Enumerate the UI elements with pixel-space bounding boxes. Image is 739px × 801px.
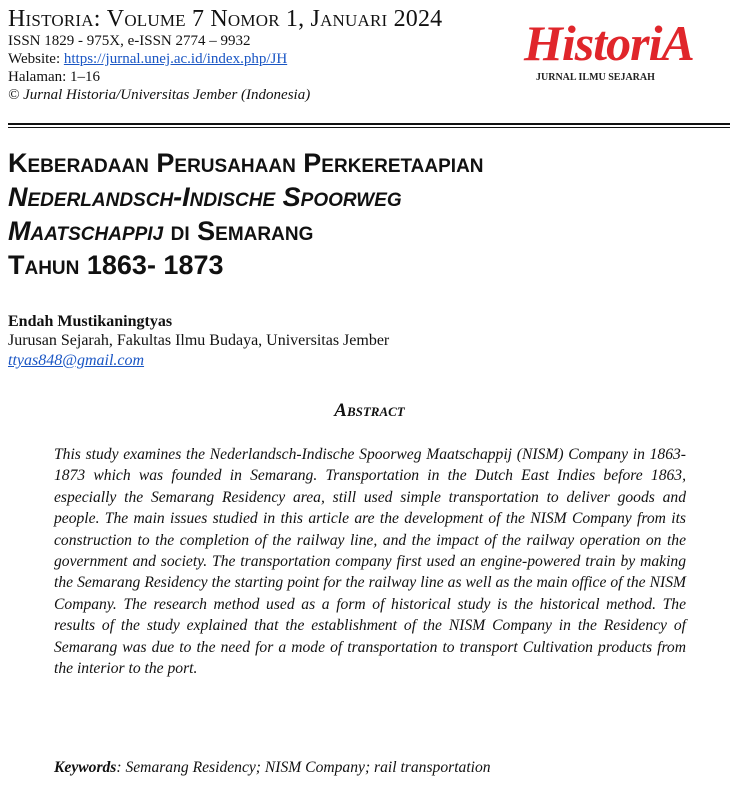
keywords <box>54 758 694 778</box>
header-rule-thick <box>8 123 730 125</box>
website-line: Website: https://jurnal.unej.ac.id/index.php/JH <box>8 51 288 67</box>
author-block <box>8 312 728 371</box>
pages: Halaman: 1–16 <box>8 69 101 85</box>
journal-volume-line: Historia: Volume 7 Nomor 1, Januari 2024 <box>8 6 443 32</box>
historia-logo <box>520 8 730 88</box>
title-line-1: Keberadaan Perusahaan Perkeretaapian <box>8 148 484 178</box>
header-rule-thin <box>8 127 730 128</box>
keywords-text: : Semarang Residency; NISM Company; rail transportation <box>116 759 491 776</box>
abstract-text: This study examines the Nederlandsch-Indische Spoorweg Maatschappij (NISM) Company in 1863-1873 which was founded in Semarang. Transportation in the Dutch East Indies before 1863, especially the Semarang Residency area, still used simple transportation to deliver goods and people. The main issues studied in this article are the development of the NISM Company from its construction to the completion of the railway line, and the impact of the railway operation on the government and society. The transportation company first used an engine-powered train by making the Semarang Residency the starting point for the railway line as well as the main office of the NISM Company. The research method used as a form of historical study is the historical method. The results of the study explained that the establishment of the NISM Company in the Residency of Semarang was due to the need for a mode of transportation to transport Cultivation products from the interior to the port. <box>54 446 686 678</box>
keywords-label: Keywords <box>54 759 117 776</box>
abstract-heading: Abstract <box>334 400 405 421</box>
logo-subtitle: JURNAL ILMU SEJARAH <box>536 72 655 83</box>
journal-header <box>8 6 508 104</box>
issn: ISSN 1829 - 975X, e-ISSN 2774 – 9932 <box>8 33 251 49</box>
title-line-2: Nederlandsch-Indische Spoorweg <box>8 182 402 212</box>
logo-word: HistoriA <box>524 15 694 71</box>
author-email[interactable]: ttyas848@gmail.com <box>8 352 145 369</box>
title-line-3: Maatschappij di Semarang <box>8 216 314 246</box>
copyright: © Jurnal Historia/Universitas Jember (Indonesia) <box>8 87 311 103</box>
journal-name: Historia <box>8 6 94 32</box>
article-title <box>8 146 728 282</box>
author-affiliation: Jurusan Sejarah, Fakultas Ilmu Budaya, Universitas Jember <box>8 332 390 349</box>
author-name: Endah Mustikaningtyas <box>8 313 173 330</box>
volume-info: Volume 7 Nomor 1, Januari 2024 <box>106 6 443 32</box>
website-link[interactable]: https://jurnal.unej.ac.id/index.php/JH <box>63 51 288 67</box>
title-line-4: Tahun 1863- 1873 <box>8 250 224 280</box>
